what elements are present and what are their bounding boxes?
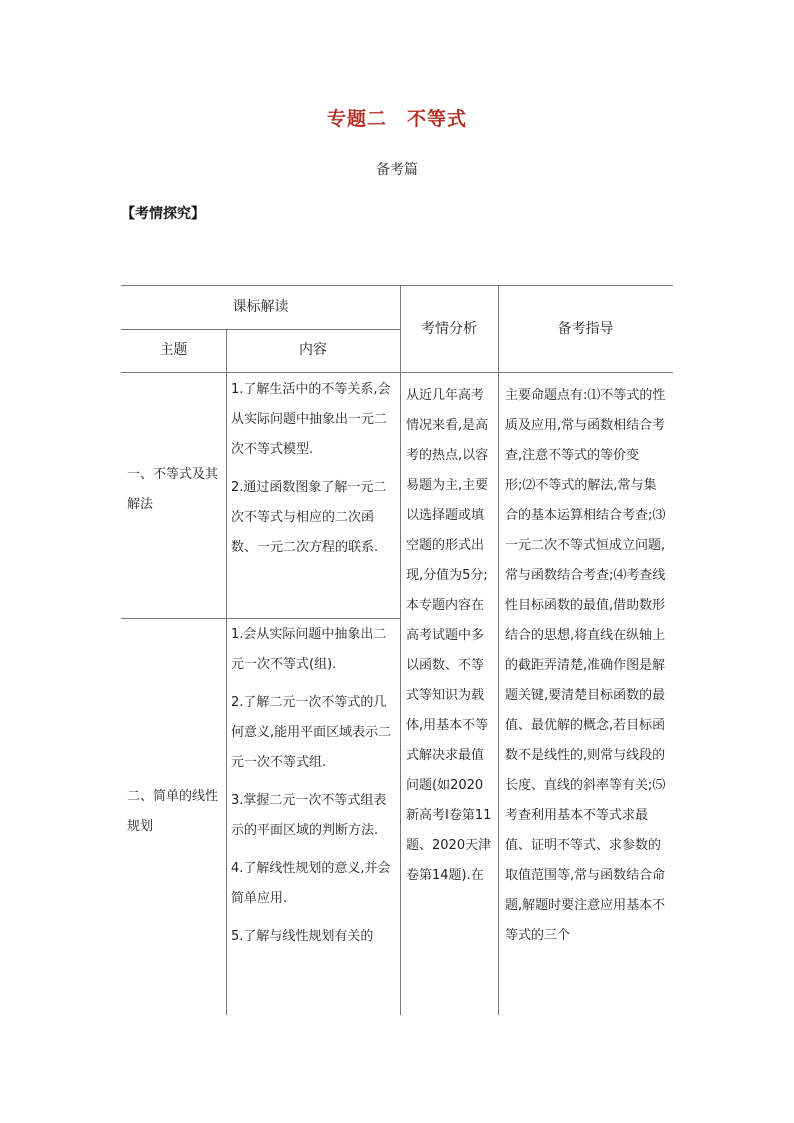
- guide-cell: [505, 381, 668, 951]
- column-divider-analysis: [400, 285, 401, 1015]
- content-item: 4.了解线性规划的意义,并会简单应用.: [231, 861, 391, 906]
- content-item: 5.了解与线性规划有关的: [231, 929, 374, 944]
- table-top-border: [121, 285, 673, 286]
- row-content: [231, 375, 395, 563]
- column-divider-topic: [226, 329, 227, 1015]
- content-item: 2.通过函数图象了解一元二次不等式与相应的二次函数、一元二次方程的联系.: [231, 480, 387, 555]
- content-item: 3.掌握二元一次不等式组表示的平面区域的判断方法.: [231, 793, 387, 838]
- content-item: 2.了解二元一次不等式的几何意义,能用平面区域表示二元一次不等式组.: [231, 695, 392, 770]
- page-title: 专题二 不等式: [326, 108, 467, 130]
- content-item: 1.了解生活中的不等关系,会从实际问题中抽象出一元二次不等式模型.: [231, 382, 391, 457]
- header-curriculum-group: 课标解读: [232, 299, 289, 315]
- header-analysis: 考情分析: [421, 321, 477, 337]
- analysis-cell: [406, 381, 494, 891]
- row-topic: 二、简单的线性规划: [127, 789, 219, 834]
- header-topic: 主题: [159, 342, 188, 358]
- column-divider-guide: [498, 285, 499, 1015]
- row-divider: [121, 618, 400, 619]
- section-heading: 【考情探究】: [121, 206, 205, 222]
- row-topic: 一、不等式及其解法: [127, 467, 219, 512]
- analysis-text: 从近几年高考情况来看,是高考的热点,以容易题为主,主要以选择题或填空题的形式出现,分值为5分;本专题内容在高考试题中多以函数、不等式等知识为载体,用基本不等式解决求最值问题(如2020新高考Ⅰ卷第11题、2020天津卷第14题).在: [406, 388, 492, 883]
- header-bottom-border: [121, 372, 673, 373]
- header-group-divider: [121, 329, 400, 330]
- guide-text: 主要命题点有:⑴不等式的性质及应用,常与函数相结合考查,注意不等式的等价变形;⑵不等式的解法,常与集合的基本运算相结合考查;⑶一元二次不等式恒成立问题,常与函数结合考查;⑷考查线性目标函数的最值,借助数形结合的思想,将直线在纵轴上的截距弄清楚,准确作图是解题关键,要清楚目标函数的最值、最优解的概念,若目标函数不是线性的,则常与线段的长度、直线的斜率等有关;⑸考查利用基本不等式求最值、证明不等式、求参数的取值范围等,常与函数结合命题,解题时要注意应用基本不等式的三个: [505, 388, 666, 943]
- header-content: 内容: [299, 342, 327, 358]
- row-content: [231, 620, 395, 952]
- header-guide: 备考指导: [557, 321, 614, 337]
- page-subtitle: 备考篇: [376, 162, 418, 178]
- content-item: 1.会从实际问题中抽象出二元一次不等式(组).: [231, 627, 387, 672]
